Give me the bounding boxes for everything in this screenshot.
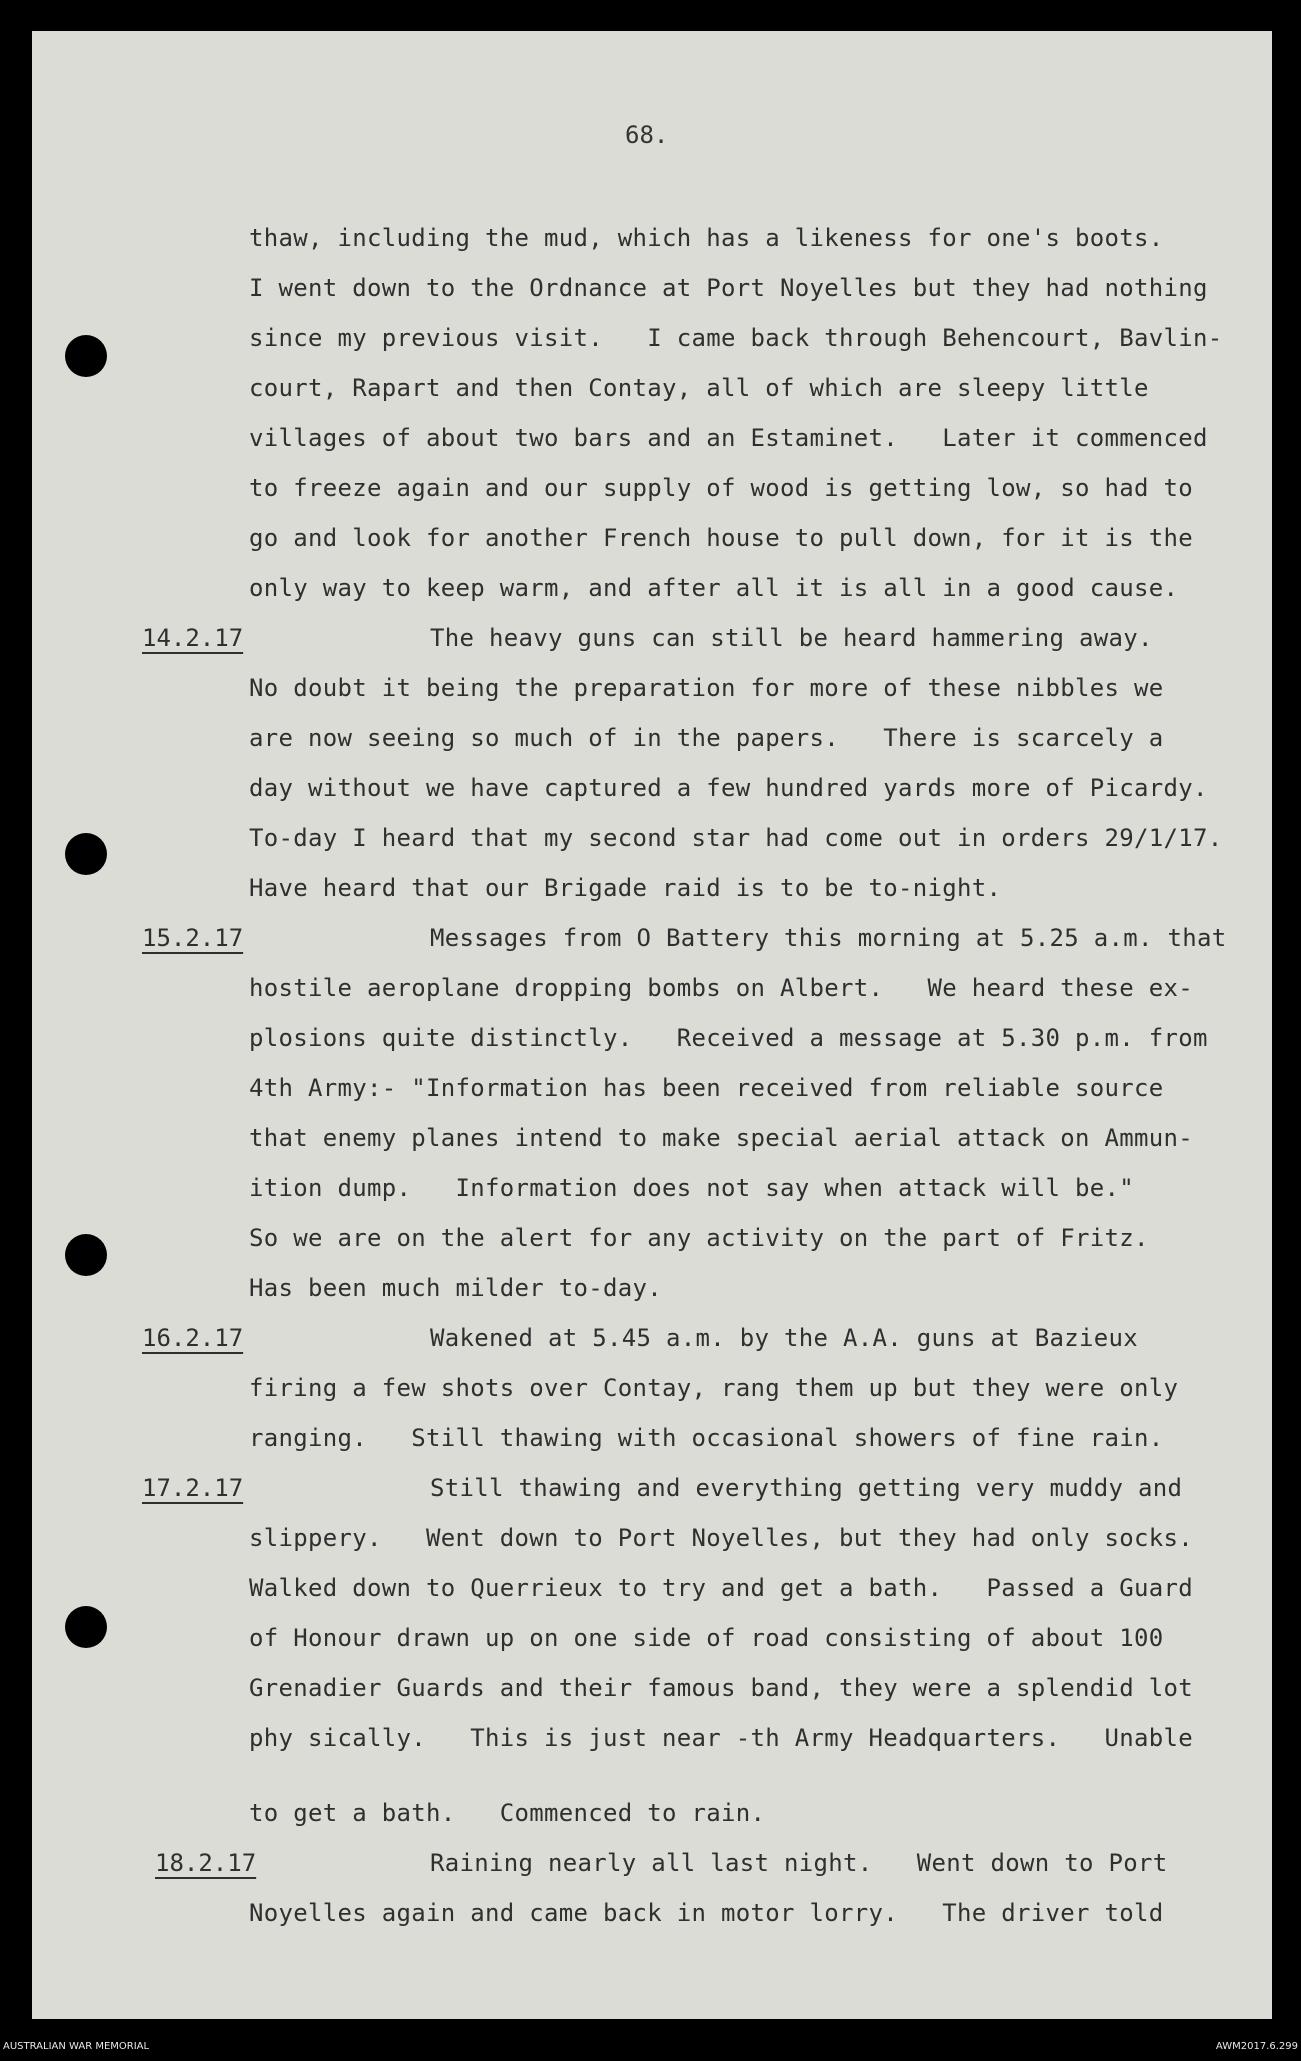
diary-line: to get a bath. Commenced to rain. (249, 1799, 766, 1827)
diary-line: Have heard that our Brigade raid is to be to-night. (249, 874, 1002, 902)
footer-institution: AUSTRALIAN WAR MEMORIAL (3, 2041, 150, 2052)
diary-line: Walked down to Querrieux to try and get a bath. Passed a Guard (249, 1574, 1193, 1602)
diary-line: go and look for another French house to pull down, for it is the (249, 524, 1193, 552)
diary-line: of Honour drawn up on one side of road consisting of about 100 (249, 1624, 1164, 1652)
diary-line: ition dump. Information does not say when attack will be." (249, 1174, 1134, 1202)
punch-hole (65, 335, 107, 377)
entry-date: 17.2.17 (142, 1474, 244, 1502)
diary-line: slippery. Went down to Port Noyelles, but they had only socks. (249, 1524, 1193, 1552)
diary-line: hostile aeroplane dropping bombs on Albert. We heard these ex- (249, 974, 1193, 1002)
diary-line: are now seeing so much of in the papers. There is scarcely a (249, 724, 1164, 752)
entry-date: 15.2.17 (142, 924, 244, 952)
diary-line: Still thawing and everything getting very muddy and (430, 1474, 1183, 1502)
punch-hole (65, 1606, 107, 1648)
diary-line: Has been much milder to-day. (249, 1274, 662, 1302)
footer-accession-number: AWM2017.6.299 (1215, 2041, 1298, 2052)
diary-line: No doubt it being the preparation for more of these nibbles we (249, 674, 1164, 702)
entry-date: 16.2.17 (142, 1324, 244, 1352)
diary-line: To-day I heard that my second star had come out in orders 29/1/17. (249, 824, 1223, 852)
diary-line: plosions quite distinctly. Received a message at 5.30 p.m. from (249, 1024, 1208, 1052)
diary-line: phy sically. This is just near -th Army Headquarters. Unable (249, 1724, 1193, 1752)
punch-hole (65, 833, 107, 875)
diary-line: 4th Army:- "Information has been received from reliable source (249, 1074, 1164, 1102)
entry-date: 14.2.17 (142, 624, 244, 652)
diary-line: I went down to the Ordnance at Port Noyelles but they had nothing (249, 274, 1208, 302)
diary-line: since my previous visit. I came back through Behencourt, Bavlin- (249, 324, 1223, 352)
page-number: 68. (625, 121, 669, 149)
diary-line: Grenadier Guards and their famous band, they were a splendid lot (249, 1674, 1193, 1702)
diary-line: that enemy planes intend to make special aerial attack on Ammun- (249, 1124, 1193, 1152)
diary-line: Raining nearly all last night. Went down to Port (430, 1849, 1168, 1877)
diary-line: day without we have captured a few hundred yards more of Picardy. (249, 774, 1208, 802)
diary-line: ranging. Still thawing with occasional showers of fine rain. (249, 1424, 1164, 1452)
diary-line: only way to keep warm, and after all it is all in a good cause. (249, 574, 1179, 602)
diary-line: Wakened at 5.45 a.m. by the A.A. guns at Bazieux (430, 1324, 1138, 1352)
diary-line: The heavy guns can still be heard hammering away. (430, 624, 1153, 652)
diary-line: Noyelles again and came back in motor lorry. The driver told (249, 1899, 1164, 1927)
diary-line: villages of about two bars and an Estaminet. Later it commenced (249, 424, 1208, 452)
diary-line: court, Rapart and then Contay, all of which are sleepy little (249, 374, 1149, 402)
diary-line: Messages from O Battery this morning at 5.25 a.m. that (430, 924, 1227, 952)
diary-line: thaw, including the mud, which has a likeness for one's boots. (249, 224, 1164, 252)
diary-line: So we are on the alert for any activity on the part of Fritz. (249, 1224, 1149, 1252)
punch-hole (65, 1234, 107, 1276)
diary-line: to freeze again and our supply of wood is getting low, so had to (249, 474, 1193, 502)
diary-line: firing a few shots over Contay, rang them up but they were only (249, 1374, 1179, 1402)
entry-date: 18.2.17 (155, 1849, 257, 1877)
